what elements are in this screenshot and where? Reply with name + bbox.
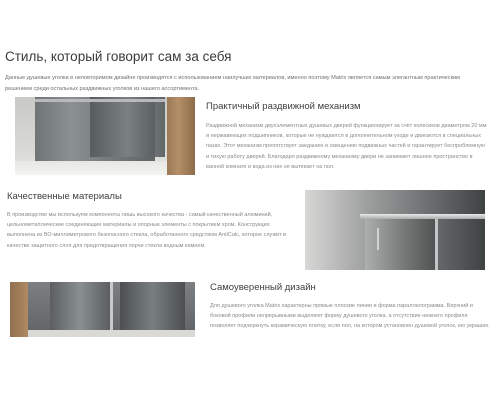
wood-wall xyxy=(167,97,195,175)
section-text-materials: В производстве мы используем компоненты лишь высокого качества - самый качественный алюминий, цельнометаллические соединяющие материалы и опорные элементы с покрытием хром. Конструкция выполнена из ВО-миллиметрового безопасного стекла, обработанного средством AntiCalc, которое служит в качестве защитного слоя для предотвращения порчи стекла водным камнем. xyxy=(7,212,287,249)
floor xyxy=(28,330,195,337)
section-title-design: Самоуверенный дизайн xyxy=(210,282,316,293)
chrome-post xyxy=(435,219,438,270)
glass-pane xyxy=(365,219,435,270)
design-photo xyxy=(10,282,195,337)
chrome-post xyxy=(110,282,113,337)
section-text-sliding-mechanism: Раздвижной механизм двухэлементных душевых дверей функционирует за счёт колесиков диаметром 20 мм и нержавеющих подшипников, которые не нуждаются в дополнительном уходе и двигаются в специальных пазах. Этот механизм препятствует заеданию и смещению подвижных частей и гарантирует беспроблемную и тихую работу дверей. Благодаря раздвижному механизму двери не занимают лишнее пространство в ванной комнате и вода из них не вытекает на пол. xyxy=(206,123,487,170)
glass-door-right xyxy=(90,97,165,157)
intro-text: Данные душевые уголки в неповторимом дизайне производятся с использованием наилучших материалов, именно поэтому Matrix является самым элегантным практическим решением среди остальных раздвижных уголков из нашего ассортимента. xyxy=(5,75,461,92)
section-text-design: Для душевого уголка Matrix характерны прямые плоские линии и форма параллелограмма. Верхний и боковой профили непрерывными выделяют форму душевого уголка, а отсутствие нижнего профиля позволяет подчеркнуть керамическую плитку, если пол, на котором установлен душевой уголок, ею украшен. xyxy=(210,303,490,330)
section-title-materials: Качественные материалы xyxy=(7,191,122,202)
glass-pane-right xyxy=(120,282,185,330)
page-title: Стиль, который говорит сам за себя xyxy=(5,49,232,64)
floor xyxy=(15,161,167,175)
top-rail xyxy=(35,99,165,102)
wood-wall xyxy=(10,282,28,337)
materials-photo xyxy=(305,190,485,270)
glass-pane-left xyxy=(50,282,110,337)
section-title-sliding-mechanism: Практичный раздвижной механизм xyxy=(206,101,361,112)
door-handle xyxy=(377,228,379,250)
sliding-mechanism-photo xyxy=(15,97,195,175)
